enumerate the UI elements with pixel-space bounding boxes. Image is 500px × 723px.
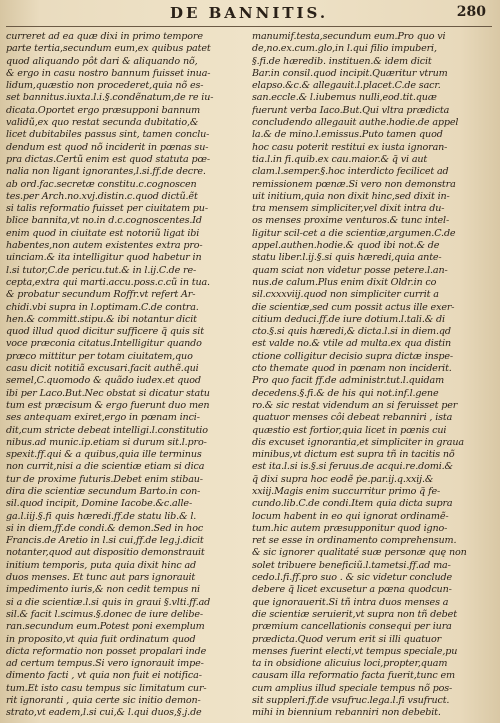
text-line: præmium cancellationis consequi per iura bbox=[252, 621, 452, 633]
text-line: §.fi.de hæredib. instituen.& idem dicit bbox=[252, 55, 432, 67]
text-line: dit,cum stricte debeat intelligi.l.constitutio bbox=[6, 424, 208, 436]
text-line: fuerunt verba Iaco.But.Qui vltra prædicta bbox=[252, 104, 450, 116]
text-line: dicata.Oportet ergo præsupponi bannum bbox=[6, 104, 201, 116]
text-line: non currit,nisi a die scientiæ etiam si dica bbox=[6, 461, 205, 473]
text-line: ibi per Laco.But.Nec obstat si dicatur statu bbox=[6, 387, 210, 399]
text-line: spexit.ff.qui & a quibus,quia ille terminus bbox=[6, 449, 202, 461]
text-line: dimento facti , vt quia non fuit ei notifica- bbox=[6, 670, 202, 682]
text-line: concludendo allegauit authe.hodie.de appel bbox=[252, 117, 459, 129]
text-line: q̃ dixi supra hoc eodẽ ṗe.par.ij.q.xxij.& bbox=[252, 473, 434, 485]
text-line: appel.authen.hodie.& quod ibi not.& de bbox=[252, 240, 440, 252]
text-line: xxiij.Magis enim succurritur primo q̃ fe- bbox=[252, 485, 441, 497]
left-column bbox=[6, 31, 246, 720]
text-line: & ergo in casu nostro bannum fuisset inua- bbox=[6, 67, 211, 79]
text-line: quod illud quod dicitur sufficere q̃ quis sit bbox=[6, 326, 204, 338]
text-line: notanter,quod aut dispositio demonstrauit bbox=[6, 547, 205, 559]
text-line: l.si tutor,C.de pericu.tut.& in l.ij.C.de re- bbox=[6, 264, 197, 276]
text-line: si in diem,ff.de condi.& demon.Sed in hoc bbox=[6, 522, 204, 534]
text-line: cum amplius illud speciale tempus nõ pos- bbox=[252, 682, 453, 694]
text-line: lidum,quæstio non procederet,quia nõ es- bbox=[6, 80, 204, 92]
text-line: que ignorauerit.Si tñ intra duos menses a bbox=[252, 596, 449, 608]
text-line: sil.quod incipit, Domine Iacobe.&c.alle- bbox=[6, 498, 193, 510]
text-line: in proposito,vt quia fuit ordinatum quod bbox=[6, 633, 196, 645]
text-line: ran.secundum eum.Potest poni exemplum bbox=[6, 621, 205, 633]
text-line: hen.& committ.stipu.& ibi notantur dicit bbox=[6, 313, 197, 325]
text-line: de,no.ex.cum.glo,in l.qui filio impuberi, bbox=[252, 43, 437, 55]
text-line: statu liber.l.ij.§.si quis hæredi,quia ante- bbox=[252, 252, 442, 264]
text-line: initium temporis, puta quia dixit hinc ad bbox=[6, 559, 197, 571]
text-line: tia.l.in fi.quib.ex cau.maior.& q̃ vi aut bbox=[252, 153, 428, 165]
text-line: cto themate quod in pœnam non inciderit. bbox=[252, 363, 452, 375]
text-line: set bannitus.iuxta.l.i.§.condẽnatum,de re iu- bbox=[6, 92, 214, 104]
text-line: ligitur scil-cet a die scientiæ,argumen.C.de bbox=[252, 227, 456, 239]
text-line: ret se esse in ordinamento comprehensum. bbox=[252, 535, 457, 547]
text-line: & sic ignorer qualitaté suæ personæ quę non bbox=[252, 547, 467, 559]
text-line: decedens.§.fi.& de his qui not.inf.l.gene bbox=[252, 387, 439, 399]
right-column bbox=[252, 31, 492, 720]
text-line: validũ,ex quo restat secunda dubitatio,& bbox=[6, 117, 199, 129]
text-line: nalia non ligant ignorantes,l.si.ff.de decre. bbox=[6, 166, 206, 178]
text-line: casu dicit notitiã excusari.facit authẽ.qui bbox=[6, 363, 199, 375]
text-line: hoc casu poterit restitui ex iusta ignoran- bbox=[252, 141, 448, 153]
text-line: remissionem pœnæ.Si vero non demonstra bbox=[252, 178, 456, 190]
text-line: quod aliquando pôt dari & aliquando nõ, bbox=[6, 55, 198, 67]
text-columns bbox=[6, 31, 492, 720]
text-line: Francis.de Aretio in l.si cui,ff.de leg.j.dicit bbox=[6, 535, 204, 547]
text-line: minibus,vt dictum est supra tñ in tacitis nõ bbox=[252, 449, 455, 461]
text-line: ro.& sic restat videndum an si feruisset per bbox=[252, 399, 458, 411]
text-line: dira die scientiæ secundum Barto.in con- bbox=[6, 485, 201, 497]
text-line: solet tribuere beneficiũ.l.tametsi.ff.ad ma- bbox=[252, 559, 451, 571]
text-line: die scientiæ,sed cum possit actus ille exer- bbox=[252, 301, 455, 313]
text-line: curreret ad ea quæ dixi in primo tempore bbox=[6, 31, 203, 42]
text-line: parte tertia,secundum eum,ex quibus patet bbox=[6, 43, 211, 55]
text-line: uit initium,quia non dixit hinc,sed dixit in- bbox=[252, 190, 450, 202]
text-line: chidi.vbi supra in l.optimam.C.de contra. bbox=[6, 301, 199, 313]
text-line: blice bannita,vt no.in d.c.cognoscentes.Id bbox=[6, 215, 202, 227]
text-line: quam sciat non videtur posse petere.l.an- bbox=[252, 264, 448, 276]
text-line: habentes,non autem existentes extra pro- bbox=[6, 240, 203, 252]
text-line: clam.l.semper.§.hoc interdicto fecilicet ad bbox=[252, 166, 449, 178]
text-line: duos menses. Et tunc aut pars ignorauit bbox=[6, 572, 196, 584]
text-line: cepta,extra qui marti.accu.poss.c.cũ in tua. bbox=[6, 276, 210, 288]
text-line: si a die scientiæ.l.si quis in graui §.vlti.ff.ad bbox=[6, 596, 211, 608]
text-line: tum est præcisum & ergo fuerunt duo men bbox=[6, 399, 210, 411]
page-header bbox=[6, 6, 492, 27]
running-title: DE BANNITIS. bbox=[169, 4, 329, 22]
text-line: ses antequam exiret,ergo in pœnam inci- bbox=[6, 412, 200, 424]
text-line: cto.§.si quis hæredi,& dicta.l.si in diem.qd bbox=[252, 326, 451, 338]
text-line: causam illa reformatio facta fuerit,tunc em bbox=[252, 670, 455, 682]
text-line: præco mittitur per totam ciuitatem,quo bbox=[6, 350, 193, 362]
text-line: locum habent in eo qui ignorat ordinamẽ- bbox=[252, 510, 449, 522]
text-line: debere q̃ licet excusetur a pœna quodcun- bbox=[252, 584, 452, 596]
text-line: dicta reformatio non posset propalari inde bbox=[6, 645, 207, 657]
text-line: strato,vt eadem,l.si cui,& l.qui duos,§.j.de bbox=[6, 707, 202, 719]
text-line: nus.de calum.Plus enim dixit Oldr.in co bbox=[252, 276, 437, 288]
text-line: & probatur secundum Roffr.vt refert Ar- bbox=[6, 289, 196, 301]
text-line: si talis reformatio fuisset per ciuitatem pu- bbox=[6, 203, 208, 215]
text-line: quæstio est fortior,quia licet in pœnis cui bbox=[252, 424, 447, 436]
text-line: elapso.&c.& allegauit.l.placet.C.de sacr. bbox=[252, 80, 441, 92]
text-line: est ita.l.si is.§.si feruus.de acqui.re.domi.& bbox=[252, 461, 453, 473]
text-line: citium deduci.ff.de iure dotium.l.tali.& di bbox=[252, 313, 445, 325]
text-line: tur de proxime futuris.Debet enim stibau- bbox=[6, 473, 203, 485]
text-line: nibus.ad munic.ip.etiam si durum sit.l.pro- bbox=[6, 436, 207, 448]
text-line: ctione colligitur decisio supra dictæ inspe- bbox=[252, 350, 454, 362]
page-number: 280 bbox=[456, 4, 486, 20]
text-line: est valde no.& vtile ad multa.ex qua distin bbox=[252, 338, 452, 350]
text-line: ga.l.iij.§.fi quis hæredi.ff.de statu lib.& l. bbox=[6, 510, 197, 522]
text-line: ad certum tempus.Si vero ignorauit impe- bbox=[6, 658, 204, 670]
text-line: die scientiæ seruierit,vt supra non tñ debet bbox=[252, 608, 457, 620]
text-line: sil.cxxxviij.quod non simpliciter currit a bbox=[252, 289, 439, 301]
text-line: san.eccle.& l.iubemus nulli,eod.tit.quæ bbox=[252, 92, 437, 104]
text-line: cedo.l.fi.ff.pro suo . & sic videtur conclude bbox=[252, 572, 453, 584]
text-line: la.& de mino.l.emissus.Puto tamen quod bbox=[252, 129, 443, 141]
text-line: sit suppleri.ff.de vsufruc.lega.l.fi vsufruct. bbox=[252, 695, 450, 707]
text-line: Bar.in consil.quod incipit.Quæritur vtrum bbox=[252, 67, 448, 79]
text-line: ab ord.fac.secretæ constitu.c.cognoscen bbox=[6, 178, 197, 190]
text-line: voce præconia citatus.Intelligitur quando bbox=[6, 338, 202, 350]
text-line: impedimento iuris,& non cedit tempus ni bbox=[6, 584, 200, 596]
text-line: tum.hic autem præsupponitur quod igno- bbox=[252, 522, 448, 534]
text-line: semel,C.quomodo & quãdo iudex.et quod bbox=[6, 375, 201, 387]
text-line: dendum est quod nõ inciderit in pœnas su- bbox=[6, 141, 209, 153]
text-line: dis excuset ignorantia,et simpliciter in graua bbox=[252, 436, 464, 448]
text-line: cundo.lib.C.de condi.Item quia dicta supra bbox=[252, 498, 453, 510]
text-line: menses fuerint electi,vt tempus speciale,pu bbox=[252, 645, 458, 657]
text-line: enim quod in ciuitate est notoriũ ligat ibi bbox=[6, 227, 200, 239]
text-line: mihi in biennium rebanniri non debebit. bbox=[252, 707, 441, 719]
text-line: prædicta.Quod verum erit si illi quatuor bbox=[252, 633, 442, 645]
text-line: pra dictas.Certũ enim est quod statuta pœ- bbox=[6, 153, 210, 165]
text-line: licet dubitabiles passus sint, tamen conclu- bbox=[6, 129, 210, 141]
text-line: tum.Et isto casu tempus sic limitatum cur- bbox=[6, 682, 207, 694]
text-line: rit ignoranti , quia certe sic initio demon- bbox=[6, 695, 201, 707]
text-line: ta in obsidione alicuius loci,propter,quam bbox=[252, 658, 448, 670]
text-line: tes.per Arch.no.xvj.distin.c.quod dictũ.ẽt bbox=[6, 190, 198, 202]
text-line: sil.& facit l.scimus.§.donec de iure delibe- bbox=[6, 608, 203, 620]
text-line: tra mensem simpliciter,vel dixit intra du- bbox=[252, 203, 445, 215]
text-line: os menses proxime venturos.& tunc intel- bbox=[252, 215, 450, 227]
text-line: manumif.testa,secundum eum.Pro quo vi bbox=[252, 31, 446, 42]
text-line: Pro quo facit ff.de administr.tut.l.quidam bbox=[252, 375, 445, 387]
text-line: uinciam.& ita intelligitur quod habetur in bbox=[6, 252, 202, 264]
text-line: quatuor menses côi debeat rebanniri , ista bbox=[252, 412, 453, 424]
